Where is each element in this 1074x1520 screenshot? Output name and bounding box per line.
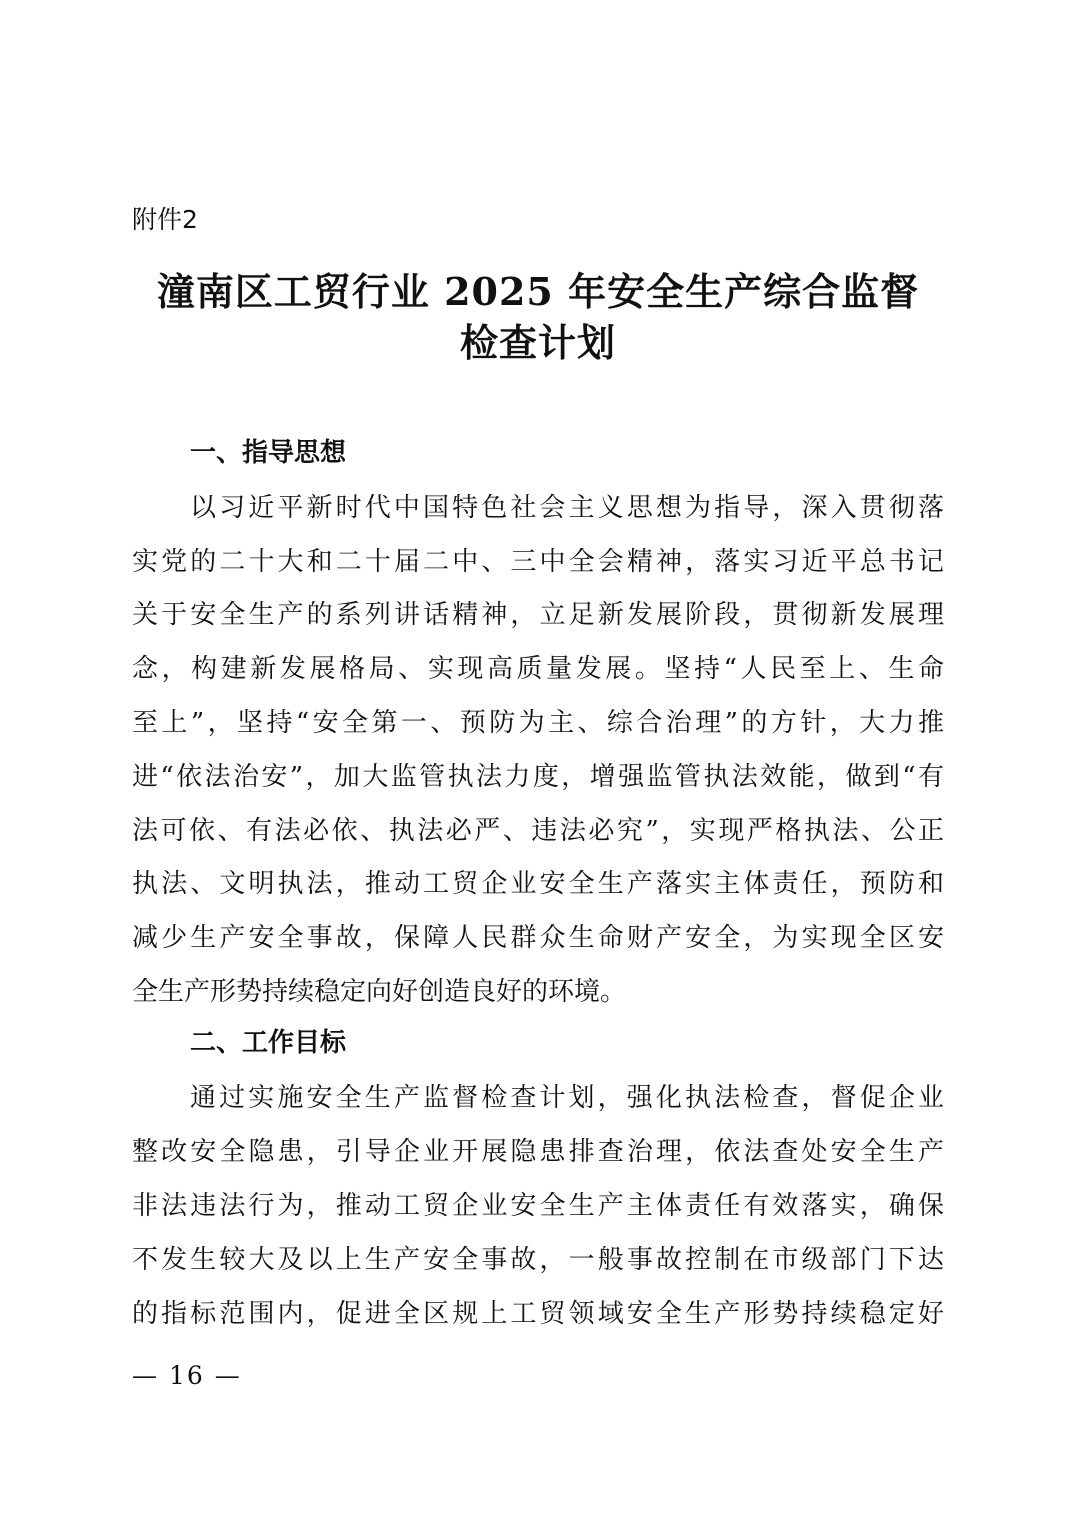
paragraph-line: 全生产形势持续稳定向好创造良好的环境。 [132, 977, 627, 1007]
section-heading-guiding-ideology: 一、指导思想 [190, 438, 347, 468]
paragraph-line: 的指标范围内，促进全区规上工贸领域安全生产形势持续稳定好 [132, 1299, 944, 1329]
page-number: — 16 — [132, 1361, 242, 1390]
paragraph-line: 以习近平新时代中国特色社会主义思想为指导，深入贯彻落 [190, 493, 944, 523]
paragraph-line: 执法、文明执法，推动工贸企业安全生产落实主体责任，预防和 [132, 869, 944, 899]
paragraph-line: 整改安全隐患，引导企业开展隐患排查治理，依法查处安全生产 [132, 1137, 944, 1167]
paragraph-line: 法可依、有法必依、执法必严、违法必究”，实现严格执法、公正 [132, 816, 944, 846]
paragraph-line: 通过实施安全生产监督检查计划，强化执法检查，督促企业 [190, 1083, 944, 1113]
paragraph-line: 不发生较大及以上生产安全事故，一般事故控制在市级部门下达 [132, 1245, 944, 1275]
paragraph-line: 念，构建新发展格局、实现高质量发展。坚持“人民至上、生命 [132, 654, 944, 684]
paragraph-line: 减少生产安全事故，保障人民群众生命财产安全，为实现全区安 [132, 923, 944, 953]
paragraph-line: 进“依法治安”，加大监管执法力度，增强监管执法效能，做到“有 [132, 762, 944, 792]
section-heading-work-objectives: 二、工作目标 [190, 1028, 347, 1058]
paragraph-line: 至上”，坚持“安全第一、预防为主、综合治理”的方针，大力推 [132, 708, 944, 738]
paragraph-line: 非法违法行为，推动工贸企业安全生产主体责任有效落实，确保 [132, 1191, 944, 1221]
document-title-line-2: 检查计划 [459, 320, 616, 365]
paragraph-line: 实党的二十大和二十届二中、三中全会精神，落实习近平总书记 [132, 547, 944, 577]
document-title-line-1: 潼南区工贸行业 2025 年安全生产综合监督 [156, 269, 920, 314]
attachment-label: 附件2 [132, 205, 198, 234]
paragraph-line: 关于安全生产的系列讲话精神，立足新发展阶段，贯彻新发展理 [132, 600, 944, 630]
